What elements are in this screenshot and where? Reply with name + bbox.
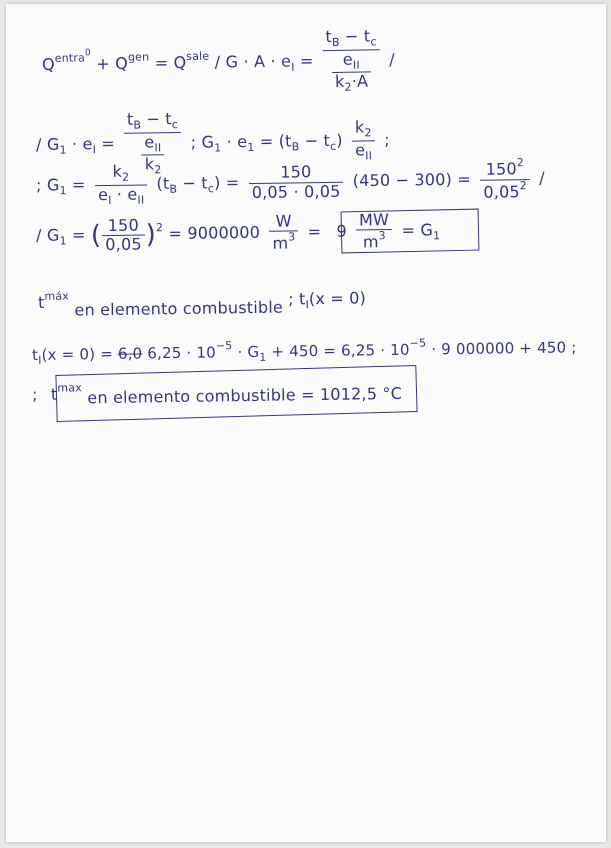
equation-g1-e1: / $G_1 \cdot e_I$ = $\frac{t_B - t_c}{\frac{e_{II}}{k_2}}$ ; $G_1 \cdot e_1 = (t_B - t_c)$ $\frac{k_2}{e_{II}}$ ; [35,109,390,177]
text-tmax-definition: $t^{máx}$ en elemento combustible ; $t_I(x = 0)$ [37,288,367,320]
separator: / [389,50,395,70]
final-answer: ; $t^{max}$ en elemento combustible = 1012,5 °C [31,381,403,408]
equation-g1-substitution: ; $G_1$ = $\frac{k_2}{e_I \cdot e_{II}}$ $(t_B - t_c)$ = $\frac{150}{0,05 \cdot 0,05}$ (450 − 300) = $\frac{150^2}{0,05^2}$ / [35,156,545,207]
fraction-150sq-over-005sq: $\frac{150^2}{0,05^2}$ [480,157,530,201]
fraction-tb-tc: $\frac{t_B - t_c}{\frac{e_{II}}{k_2\cdot A}}$ [322,27,380,95]
boxed-result-value: 9 [336,221,348,241]
sup-gen: gen [127,50,150,64]
fraction-mw-m3: $\frac{MW}{m^3}$ [356,211,393,252]
g-a-e-term: / G · A · e [214,51,292,72]
nested-fraction: $\frac{e_{II}}{k_2\cdot A}$ [332,50,372,95]
result-box-g1 [341,209,480,254]
q-symbol: Q [41,54,55,74]
sub-I: I [291,60,295,74]
paper-sheet [6,4,606,842]
equation-energy-balance [42,27,396,99]
equation-g1-result: / $G_1$ = ( $\frac{150}{0,05}$ )$^2$ = 9000000 $\frac{W}{m^3}$ = 9 $\frac{MW}{m^3}$ = $G_1$ [35,210,441,254]
crossed-out-value: 6,0 [117,344,143,363]
result-box-tmax [55,365,417,422]
equals: = [299,51,314,71]
q-gen: + Q [96,53,129,74]
sup-sale: sale [186,49,210,63]
fraction-150-over-005x005: $\frac{150}{0,05 \cdot 0,05}$ [248,163,343,202]
fraction-k2-eII: $\frac{k_2}{e_{II}}$ [352,119,376,164]
q-sale: = Q [154,52,187,73]
fraction-k2-eI-eII: $\frac{k_2}{e_I \cdot e_{II}}$ [95,162,148,207]
fraction-w-m3: $\frac{W}{m^3}$ [269,212,299,253]
fraction-150-over-005: $\frac{150}{0,05}$ [102,216,145,254]
zero-mark: 0 [84,48,91,59]
equation-tI-calculation: $t_I(x = 0) = 6,0$ $6,25 \cdot 10^{-5} \cdot G_1 + 450 = 6,25 \cdot 10^{-5} \cdot 9$ 000000 + 450 ; [31,336,577,367]
fraction-tb-tc-over-eII-k2: $\frac{t_B - t_c}{\frac{e_{II}}{k_2}}$ [124,110,182,178]
sup-entra: entra [54,51,86,65]
